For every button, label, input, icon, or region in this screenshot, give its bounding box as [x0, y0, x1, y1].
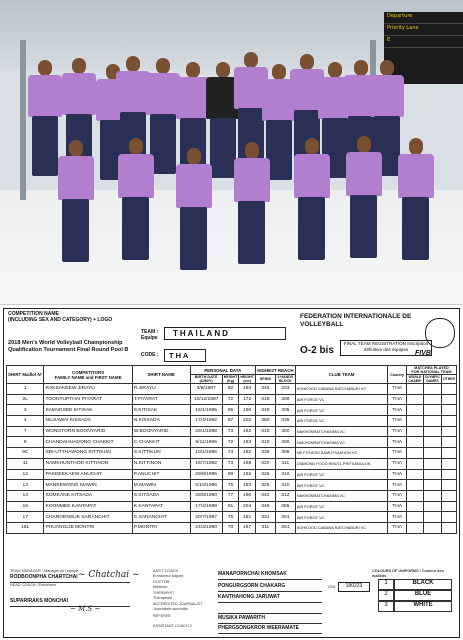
- player-olympic: [423, 437, 441, 448]
- player-shirt-name: S.KITSADA: [132, 490, 190, 501]
- player-birth: 5/10/1996: [190, 480, 222, 491]
- col-matches: MATCHES PLAYED FOR NATIONAL TEAM: [406, 366, 456, 375]
- officials-section: [6, 569, 457, 635]
- player-club: AIR FORCE VC: [295, 469, 387, 480]
- col-olympic: OLYMPIC GAMES: [424, 375, 440, 383]
- player-shirt-name: P.ANUCHIT: [132, 469, 190, 480]
- player-block: 300: [275, 437, 295, 448]
- player-name: CHANDAHUADONG CHAKKIT: [44, 437, 132, 448]
- player-olympic: [423, 512, 441, 523]
- therapist-name: KANTHAHONG JARUWAT: [218, 594, 322, 603]
- assistant-coach-name: MANAPORNCHAI KHOMSAK: [218, 571, 322, 580]
- player-club: KOHKOOD CABANA RATCHABURI VC: [295, 384, 387, 395]
- player-country: THA: [388, 501, 407, 512]
- player-no: 4: [7, 416, 44, 427]
- table-row: [7, 426, 457, 437]
- player-shirt-name: M.MAWIN: [132, 480, 190, 491]
- player-world: [406, 416, 423, 427]
- player-name: SAENGSEE KITISAK: [44, 405, 132, 416]
- player-birth: 17/4/1992: [190, 416, 222, 427]
- referee-name: MUSIKA PAWARITH: [218, 615, 322, 624]
- player-height: 202: [239, 416, 256, 427]
- sign-row-gate: E: [384, 36, 463, 48]
- player-club: NAKHONRATCHASIMA VC: [295, 490, 387, 501]
- player-no: 7: [7, 426, 44, 437]
- player-no: 2L: [7, 394, 44, 405]
- player-other: [441, 469, 456, 480]
- player-olympic: [423, 480, 441, 491]
- table-row: [7, 394, 457, 405]
- player-world: [406, 490, 423, 501]
- col-birth: BIRTH DATE (D/M/Y): [190, 375, 222, 384]
- player-club: AIR FORCE VC: [295, 512, 387, 523]
- player-world: [406, 405, 423, 416]
- player-other: [441, 458, 456, 469]
- col-kg: HEIGHT (Kg): [223, 375, 238, 383]
- col-world: WORLD CHAMP.: [408, 375, 422, 383]
- player-spike: 345: [255, 501, 275, 512]
- player-weight: 82: [222, 384, 239, 395]
- player-block: 335: [275, 416, 295, 427]
- uniform-color: BLACK: [394, 579, 452, 590]
- team-label: TEAM : Equipe: [141, 329, 159, 341]
- table-row: [7, 448, 457, 459]
- player-no: 18L: [7, 522, 44, 533]
- uniform-number: 3: [378, 601, 394, 612]
- player-birth: 3/8/1987: [190, 384, 222, 395]
- player-spike: 320: [255, 458, 275, 469]
- player-shirt-name: C.SARANCHIT: [132, 512, 190, 523]
- uniform-color: WHITE: [394, 601, 452, 612]
- player-spike: 331: [255, 512, 275, 523]
- photo-divider: [0, 304, 463, 305]
- player-other: [441, 405, 456, 416]
- player-height: 172: [239, 394, 256, 405]
- player-world: [406, 437, 423, 448]
- player-olympic: [423, 469, 441, 480]
- player-height: 190: [239, 405, 256, 416]
- players-tbody: [7, 384, 457, 534]
- player-other: [441, 512, 456, 523]
- player-height: 188: [239, 458, 256, 469]
- player-height: 181: [239, 512, 256, 523]
- player-block: 306: [275, 448, 295, 459]
- player-club: AIR FORCE VC: [295, 394, 387, 405]
- player-block: 355: [275, 501, 295, 512]
- player-no: 8: [7, 437, 44, 448]
- col-personal-data: PERSONAL DATA: [190, 366, 255, 375]
- player-country: THA: [388, 426, 407, 437]
- player-name: TOONTUPTHAI PIYARAT: [44, 394, 132, 405]
- player-no: 17: [7, 512, 44, 523]
- player-birth: 16/7/1992: [190, 458, 222, 469]
- player-name: MANEEWONG MAWIN: [44, 480, 132, 491]
- journalist-label: ACCREDITED JOURNALIST Journaliste accrédité: [153, 602, 203, 611]
- player-spike: 311: [255, 522, 275, 533]
- player-olympic: [423, 522, 441, 533]
- player-other: [441, 384, 456, 395]
- player-height: 193: [239, 480, 256, 491]
- player-world: [406, 458, 423, 469]
- player-spike: 316: [255, 394, 275, 405]
- team-manager-signature: ~ Chatchai ~: [78, 570, 140, 580]
- head-coach-name: SUPARIRAKS MONCHAI: [10, 598, 68, 604]
- col-cm: HEIGHT (cm): [240, 375, 254, 383]
- table-row: [7, 384, 457, 395]
- player-name: RAKSAKEEW JIRAYU: [44, 384, 132, 395]
- team-value: THAILAND: [173, 329, 230, 338]
- doctor-name: PONGURGSORN CHAKARG: [218, 583, 322, 592]
- uniform-number: 1: [378, 579, 394, 590]
- player-club: AIR FORCE VC: [295, 480, 387, 491]
- player-olympic: [423, 416, 441, 427]
- player-no: 12: [7, 469, 44, 480]
- player-birth: 29/9/1996: [190, 469, 222, 480]
- player-weight: 72: [222, 394, 239, 405]
- player-other: [441, 480, 456, 491]
- col-competitors: COMPETITORS FAMILY NAME and FIRST NAME: [44, 366, 132, 384]
- player-spike: 338: [255, 448, 275, 459]
- player-birth: 29/1/1998: [190, 426, 222, 437]
- player-spike: 345: [255, 384, 275, 395]
- player-no: 13: [7, 480, 44, 491]
- player-weight: 90: [222, 469, 239, 480]
- player-spike: 325: [255, 480, 275, 491]
- federation-title: FEDERATION INTERNATIONALE DE VOLLEYBALL: [300, 313, 412, 328]
- player-block: 333: [275, 384, 295, 395]
- table-row: [7, 522, 457, 533]
- player-name: KOONMEE KANTAPAT: [44, 501, 132, 512]
- player-block: 300: [275, 426, 295, 437]
- form-code: O-2 bis: [300, 345, 334, 356]
- table-row: [7, 458, 457, 469]
- uniform-color: BLUE: [394, 590, 452, 601]
- competition-name-label: COMPETITION NAME (INCLUDING SEX AND CATEGORY) + LOGO: [8, 311, 113, 323]
- player-weight: 77: [222, 490, 239, 501]
- player-weight: 85: [222, 405, 239, 416]
- player-other: [441, 522, 456, 533]
- player-club: AIR FORCE VC: [295, 405, 387, 416]
- player-shirt-name: N.KISSADA: [132, 416, 190, 427]
- player-weight: 75: [222, 512, 239, 523]
- player-weight: 72: [222, 437, 239, 448]
- player-name: WONGTORN BOONYARID: [44, 426, 132, 437]
- player-height: 167: [239, 522, 256, 533]
- player-spike: 340: [255, 405, 275, 416]
- player-country: THA: [388, 480, 407, 491]
- player-spike: 310: [255, 437, 275, 448]
- player-shirt-name: S.KITTIKUN: [132, 448, 190, 459]
- player-weight: 87: [222, 416, 239, 427]
- player-olympic: [423, 501, 441, 512]
- player-shirt-name: K.KANTAPAT: [132, 501, 190, 512]
- player-club: KOHKOOD CABANA RATCHABURI VC: [295, 522, 387, 533]
- table-row: [7, 405, 457, 416]
- team-manager-label: TEAM MANAGER / Manager de l'équipe: [10, 569, 79, 573]
- ont-box: [338, 582, 370, 592]
- player-world: [406, 448, 423, 459]
- player-club: NAKHONRATCHASIMA VC: [295, 426, 387, 437]
- player-weight: 74: [222, 448, 239, 459]
- player-other: [441, 501, 456, 512]
- pillar: [20, 40, 26, 200]
- player-world: [406, 480, 423, 491]
- player-olympic: [423, 384, 441, 395]
- code-box: [164, 349, 206, 362]
- player-olympic: [423, 405, 441, 416]
- player-no: 3: [7, 405, 44, 416]
- team-box: [164, 327, 286, 340]
- player-height: 183: [239, 437, 256, 448]
- player-club: DIAMOND FOOD RMUTL PHITSANULOK: [295, 458, 387, 469]
- player-shirt-name: C.CHAKKIT: [132, 437, 190, 448]
- player-birth: 20/7/1987: [190, 512, 222, 523]
- head-coach-label: HEAD COACH / Entraîneur: [10, 583, 57, 587]
- player-height: 194: [239, 384, 256, 395]
- referee-label: REFEREE: [153, 614, 171, 618]
- players-table: [6, 365, 457, 534]
- player-birth: 24/3/1990: [190, 522, 222, 533]
- player-name: CHAROENSUK SARANCHIT: [44, 512, 132, 523]
- player-shirt-name: R.JIRAYU: [132, 384, 190, 395]
- player-weight: 73: [222, 426, 239, 437]
- player-name: SRI-UTTHAWONG KITTIKUN: [44, 448, 132, 459]
- table-row: [7, 490, 457, 501]
- player-block: 305: [275, 405, 295, 416]
- col-club: CLUB TEAM: [295, 366, 387, 384]
- player-block: 311: [275, 458, 295, 469]
- player-block: 309: [275, 394, 295, 405]
- table-row: [7, 416, 457, 427]
- player-name: SOMKANE KITSADA: [44, 490, 132, 501]
- head-coach-signature: ~ M.S ~: [70, 605, 101, 613]
- player-spike: 325: [255, 469, 275, 480]
- player-olympic: [423, 490, 441, 501]
- ont-value: 180223: [345, 583, 363, 589]
- team-manager-name: RODBOONPHA CHARTCHAI: [10, 574, 78, 580]
- player-world: [406, 469, 423, 480]
- table-row: [7, 480, 457, 491]
- journalist-name: [218, 605, 322, 614]
- player-block: 281: [275, 522, 295, 533]
- player-country: THA: [388, 394, 407, 405]
- assistant-coach-label: ASS'T COACH Entraîneur adjoint: [153, 569, 183, 578]
- player-name: PAKDEEKAEW ANUCHIT: [44, 469, 132, 480]
- player-birth: 28/9/1990: [190, 490, 222, 501]
- col-highest-reach: HIGHEST REACH: [257, 367, 294, 373]
- doctor-label: DOCTOR Médecin: [153, 580, 170, 589]
- registration-form: [3, 308, 460, 638]
- registration-title: FINAL TEAM REGISTRATION Inscription définitive des équipes: [340, 340, 432, 356]
- assistant-coach2-name: PHERGSONGKROR WEERAMATE: [218, 625, 322, 634]
- player-country: THA: [388, 490, 407, 501]
- player-height: 192: [239, 469, 256, 480]
- table-row: [7, 469, 457, 480]
- player-block: 310: [275, 480, 295, 491]
- player-olympic: [423, 426, 441, 437]
- team-photo: [0, 0, 463, 305]
- sign-row-departure: Departure: [384, 12, 463, 24]
- col-other: OTHER: [441, 375, 456, 384]
- uniform-label: COLOURS OF UNIFORMS / Couleur des maillots: [372, 569, 444, 578]
- player-height: 182: [239, 426, 256, 437]
- player-other: [441, 426, 456, 437]
- player-shirt-name: P.MONTRI: [132, 522, 190, 533]
- player-birth: 17/4/1998: [190, 501, 222, 512]
- col-country: Country: [388, 366, 407, 384]
- player-block: 312: [275, 490, 295, 501]
- player-block: 310: [275, 469, 295, 480]
- player-weight: 70: [222, 522, 239, 533]
- player-no: 11: [7, 458, 44, 469]
- player-name: PHUANGLIB MONTRI: [44, 522, 132, 533]
- player-birth: 16/1/1995: [190, 405, 222, 416]
- player-height: 204: [239, 501, 256, 512]
- player-country: THA: [388, 469, 407, 480]
- player-club: AIR FORCE VC: [295, 416, 387, 427]
- fivb-logo-text: FIVB: [415, 350, 431, 357]
- col-spike: SPIKE: [255, 375, 275, 384]
- player-no: 14: [7, 490, 44, 501]
- player-other: [441, 416, 456, 427]
- player-country: THA: [388, 458, 407, 469]
- player-world: [406, 394, 423, 405]
- player-name: NAMKHUNTHOD KITTINON: [44, 458, 132, 469]
- table-row: [7, 512, 457, 523]
- player-birth: 5/11/1996: [190, 437, 222, 448]
- col-no: SHIRT Maillot N°: [7, 366, 44, 384]
- table-row: [7, 437, 457, 448]
- player-club: NAKHONRATCHASIMA VC: [295, 437, 387, 448]
- player-world: [406, 522, 423, 533]
- player-country: THA: [388, 448, 407, 459]
- player-weight: 81: [222, 501, 239, 512]
- player-olympic: [423, 458, 441, 469]
- player-weight: 75: [222, 480, 239, 491]
- player-birth: 10/1/1986: [190, 448, 222, 459]
- col-shirt-name: SHIRT NAME: [132, 366, 190, 384]
- player-club: NK FITNESS SAMUTSAKHON VC: [295, 448, 387, 459]
- code-label: CODE :: [141, 352, 159, 358]
- assistant-coach2-label: ASSISTANT-COACH 2: [153, 624, 192, 628]
- player-other: [441, 394, 456, 405]
- player-country: THA: [388, 384, 407, 395]
- player-olympic: [423, 448, 441, 459]
- player-country: THA: [388, 416, 407, 427]
- player-spike: 310: [255, 426, 275, 437]
- competition-title: 2018 Men's World Volleyball Championship Qualification Tournament Final Round Pool B: [8, 340, 129, 353]
- player-height: 192: [239, 448, 256, 459]
- player-world: [406, 426, 423, 437]
- ont-label: ONL: [328, 585, 336, 589]
- player-shirt-name: T.PIYARAT: [132, 394, 190, 405]
- player-name: NILSAWAI KISSADA: [44, 416, 132, 427]
- player-world: [406, 501, 423, 512]
- player-world: [406, 384, 423, 395]
- player-block: 301: [275, 512, 295, 523]
- player-olympic: [423, 394, 441, 405]
- player-spike: 342: [255, 490, 275, 501]
- airport-sign: [384, 12, 463, 84]
- therapist-label: THERAPIST Thérapeute: [153, 591, 175, 600]
- player-club: AIR FORCE VC: [295, 501, 387, 512]
- player-spike: 350: [255, 416, 275, 427]
- uniform-number: 2: [378, 590, 394, 601]
- player-shirt-name: S.KITISAK: [132, 405, 190, 416]
- player-other: [441, 448, 456, 459]
- player-other: [441, 490, 456, 501]
- table-row: [7, 501, 457, 512]
- player-no: 9C: [7, 448, 44, 459]
- player-height: 190: [239, 490, 256, 501]
- player-other: [441, 437, 456, 448]
- player-country: THA: [388, 512, 407, 523]
- player-shirt-name: N.KITTINON: [132, 458, 190, 469]
- player-country: THA: [388, 437, 407, 448]
- sign-row-priority: Priority Lane: [384, 24, 463, 36]
- player-shirt-name: W.BOONYARID: [132, 426, 190, 437]
- player-no: 16: [7, 501, 44, 512]
- player-weight: 73: [222, 458, 239, 469]
- player-country: THA: [388, 405, 407, 416]
- code-value: T H A: [169, 351, 189, 360]
- player-world: [406, 512, 423, 523]
- player-no: 1: [7, 384, 44, 395]
- player-country: THA: [388, 522, 407, 533]
- col-block: 2 HANDS BLOCK: [275, 375, 295, 384]
- player-birth: 10/12/1987: [190, 394, 222, 405]
